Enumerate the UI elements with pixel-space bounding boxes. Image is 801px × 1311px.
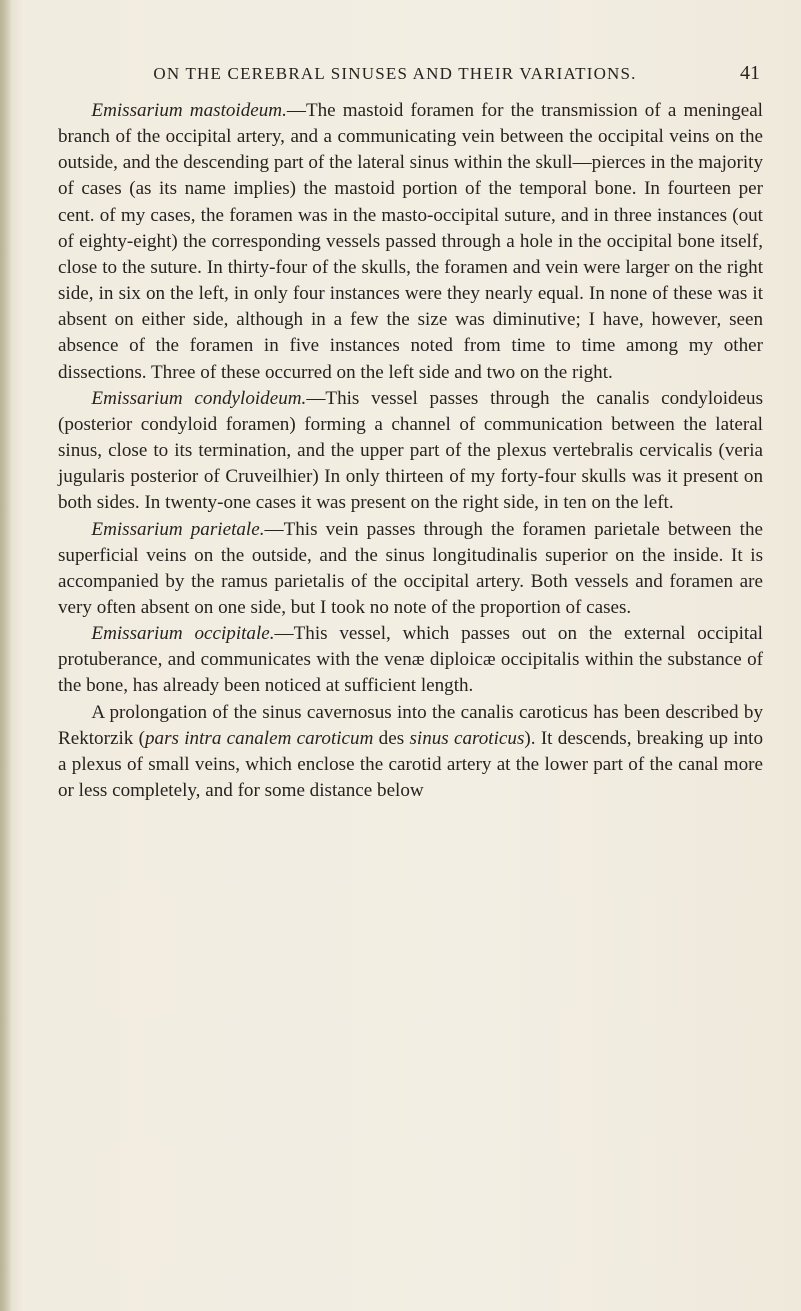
paragraph-text: —This vessel, which passes out on the external occipital protuberance, and communicates with the venæ diploicæ occipitalis within the substance of the bone, has already been noticed at sufficient length. — [58, 623, 763, 697]
paragraph-text: A prolongation of the sinus cavernosus into the canalis caroticus has been described by Rektorzik ( — [58, 701, 763, 749]
paragraph-lead: Emissarium occipitale. — [91, 623, 275, 645]
paragraph-lead: Emissarium mastoideum. — [91, 100, 287, 121]
paragraph-emissarium-occipitale — [58, 621, 763, 699]
paragraph-lead: Emissarium parietale. — [91, 518, 265, 540]
paragraph-lead: Emissarium condyloideum. — [91, 387, 307, 409]
page-edge-shadow — [0, 0, 12, 1311]
paragraph-emissarium-parietale — [58, 517, 763, 622]
paragraph-text: des — [373, 727, 410, 749]
paragraph-italic-term: pars intra canalem caroticum — [144, 727, 374, 749]
paragraph-emissarium-condyloideum — [58, 386, 763, 517]
paragraph-text: —The mastoid foramen for the transmission of a meningeal branch of the occipital artery, and a communicating vein between the occipital veins on the outside, and the descending part of the lateral sinus within the skull—pierces in the majority of cases (as its name implies) the mastoid portion of the temporal bone. In fourteen per cent. of my cases, the foramen was in the masto-occipital suture, and in three instances (out of eighty-eight) the corresponding vessels passed through a hole in the occipital bone itself, close to the suture. In thirty-four of the skulls, the foramen and vein were larger on the right side, in six on the left, in only four instances were they nearly equal. In none of these was it absent on either side, although in a few the size was diminutive; I have, however, seen absence of the foramen in five instances noted from time to time among my other dissections. Three of these occurred on the left side and two on the right. — [58, 100, 763, 383]
running-head: ON THE CEREBRAL SINUSES AND THEIR VARIATIONS. — [153, 64, 637, 83]
page-header — [60, 62, 760, 92]
paragraph-text: —This vein passes through the foramen parietale between the superficial veins on the outside, and the sinus longitudinalis superior on the inside. It is accompanied by the ramus parietalis of the occipital artery. Both vessels and foramen are very often absent on one side, but I took no note of the proportion of cases. — [58, 518, 764, 618]
body-text — [58, 98, 763, 804]
paragraph-sinus-caroticus — [58, 700, 763, 805]
paragraph-italic-term: sinus caroticus — [409, 727, 525, 749]
paragraph-text: —This vessel passes through the canalis condyloideus (posterior condyloid foramen) forming a channel of communication between the lateral sinus, close to its termination, and the upper part of the plexus vertebralis cervicalis (veria jugularis posterior of Cruveilhier) In only thirteen of my forty-four skulls was it present on both sides. In twenty-one cases it was present on the right side, in ten on the left. — [58, 387, 763, 514]
paragraph-emissarium-mastoideum — [58, 98, 763, 386]
paragraph-text: ). It descends, breaking up into a plexus of small veins, which enclose the carotid artery at the lower part of the canal more or less completely, and for some distance below — [58, 727, 763, 802]
page-number: 41 — [740, 62, 760, 84]
